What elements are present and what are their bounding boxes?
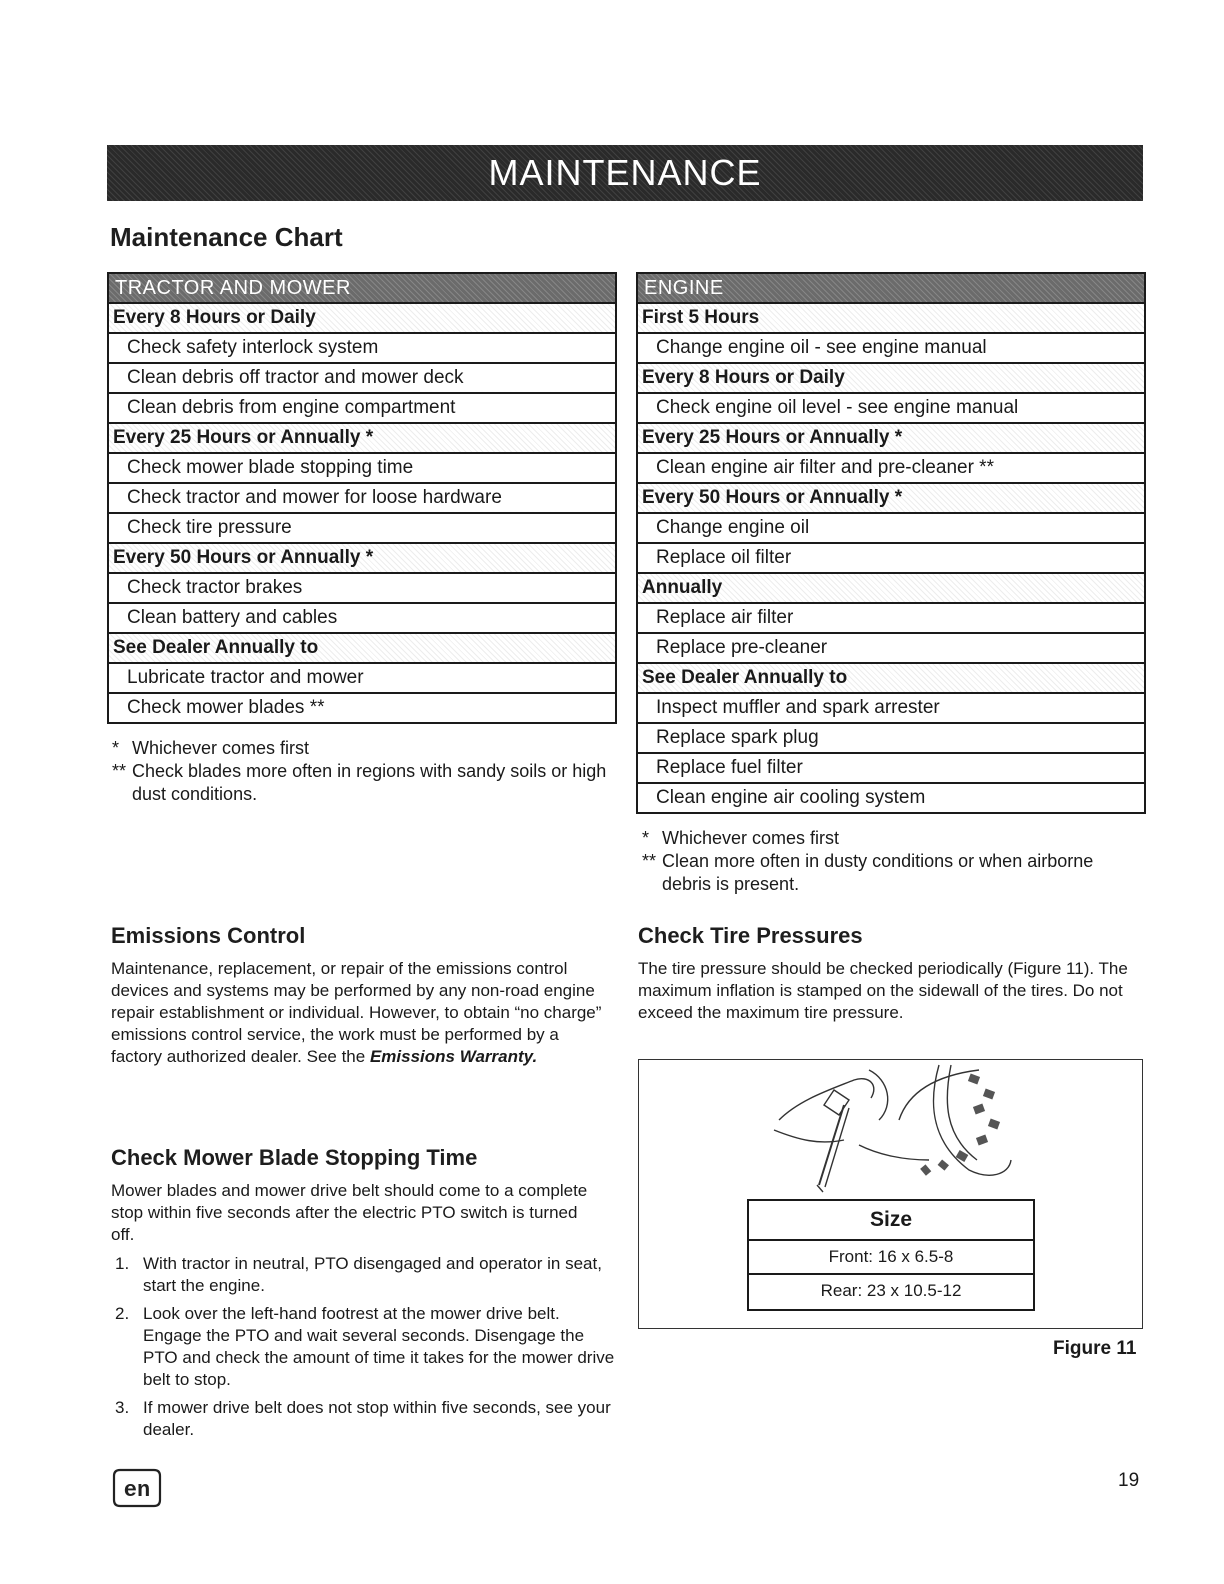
- footnote-text: Whichever comes first: [132, 738, 310, 758]
- figure-11-box: [638, 1059, 1143, 1329]
- language-badge: [110, 1466, 164, 1515]
- table-row: Check tire pressure: [109, 514, 615, 544]
- group-label: See Dealer Annually to: [109, 634, 615, 664]
- footnote-text: Clean more often in dusty conditions or when airborne debris is present.: [662, 851, 1094, 894]
- blade-intro: Mower blades and mower drive belt should come to a complete stop within five seconds after the electric PTO switch is turned off.: [111, 1181, 588, 1244]
- table-row: Clean debris from engine compartment: [109, 394, 615, 424]
- maintenance-chart-heading: Maintenance Chart: [110, 222, 343, 252]
- group-label: Every 50 Hours or Annually *: [638, 484, 1144, 514]
- tire-gauge-illustration: [639, 1060, 1144, 1195]
- table-row: Replace pre-cleaner: [638, 634, 1144, 664]
- tire-size-table: [747, 1199, 1035, 1311]
- group-label: Every 8 Hours or Daily: [109, 304, 615, 334]
- footnote-mark: **: [642, 851, 657, 871]
- emissions-heading: Emissions Control: [111, 923, 306, 948]
- table-row: Clean engine air filter and pre-cleaner **: [638, 454, 1144, 484]
- table-row: Check tractor and mower for loose hardware: [109, 484, 615, 514]
- right-table-notes: [642, 827, 1142, 896]
- table-row: Change engine oil - see engine manual: [638, 334, 1144, 364]
- table-row: Clean engine air cooling system: [638, 784, 1144, 814]
- step-number: 2.: [115, 1304, 130, 1323]
- footnote-mark: *: [642, 828, 650, 848]
- table-row: Check mower blade stopping time: [109, 454, 615, 484]
- group-label: Every 8 Hours or Daily: [638, 364, 1144, 394]
- banner-title: MAINTENANCE: [488, 152, 762, 193]
- table-row: Replace air filter: [638, 604, 1144, 634]
- step-text: If mower drive belt does not stop within five seconds, see your dealer.: [143, 1398, 611, 1439]
- group-label: First 5 Hours: [638, 304, 1144, 334]
- table-row: Clean debris off tractor and mower deck: [109, 364, 615, 394]
- rear-size: Rear: 23 x 10.5-12: [820, 1281, 962, 1300]
- list-item: [111, 1303, 616, 1391]
- figure-caption: Figure 11: [1053, 1338, 1137, 1359]
- blade-steps: [111, 1253, 616, 1447]
- table-row: Replace fuel filter: [638, 754, 1144, 784]
- size-header: Size: [749, 1201, 1033, 1241]
- footnote: [642, 850, 1142, 896]
- group-label: Every 50 Hours or Annually *: [109, 544, 615, 574]
- page-number: 19: [1118, 1470, 1140, 1491]
- footnote-text: Whichever comes first: [662, 828, 840, 848]
- section-banner: [107, 145, 1143, 201]
- group-label: Every 25 Hours or Annually *: [638, 424, 1144, 454]
- step-text: Look over the left-hand footrest at the mower drive belt. Engage the PTO and wait several seconds. Disengage the PTO and check the amount of time it takes for the mower drive belt to stop.: [143, 1304, 615, 1389]
- blade-heading: Check Mower Blade Stopping Time: [111, 1145, 478, 1170]
- group-label: Annually: [638, 574, 1144, 604]
- footnote: [112, 760, 612, 806]
- emissions-warranty-link[interactable]: Emissions Warranty.: [369, 1047, 538, 1066]
- footnote: [642, 827, 1142, 850]
- table-row: Replace oil filter: [638, 544, 1144, 574]
- emissions-body: [111, 958, 611, 1068]
- table-row: Inspect muffler and spark arrester: [638, 694, 1144, 724]
- table-row: Lubricate tractor and mower: [109, 664, 615, 694]
- emissions-text: Maintenance, replacement, or repair of the emissions control devices and systems may be performed by any non-road engine repair establishment or individual. However, to obtain “no charge” emissions control service, the work must be performed by a factory authorized dealer. See the: [111, 959, 602, 1066]
- language-badge-frame: [110, 1466, 164, 1510]
- table-header: TRACTOR AND MOWER: [109, 274, 615, 304]
- table-header: ENGINE: [638, 274, 1144, 304]
- list-item: [111, 1397, 616, 1441]
- table-row: Clean battery and cables: [109, 604, 615, 634]
- engine-table: [636, 272, 1146, 814]
- step-text: With tractor in neutral, PTO disengaged and operator in seat, start the engine.: [143, 1254, 602, 1295]
- table-row: Check safety interlock system: [109, 334, 615, 364]
- table-row: Change engine oil: [638, 514, 1144, 544]
- table-row: Check mower blades **: [109, 694, 615, 724]
- step-number: 1.: [115, 1254, 130, 1273]
- footnote-text: Check blades more often in regions with sandy soils or high dust conditions.: [132, 761, 607, 804]
- step-number: 3.: [115, 1398, 130, 1417]
- footnote-mark: *: [112, 738, 120, 758]
- footnote: [112, 737, 612, 760]
- group-label: See Dealer Annually to: [638, 664, 1144, 694]
- language-badge-text: en: [123, 1478, 151, 1503]
- tire-heading: Check Tire Pressures: [638, 923, 863, 948]
- tractor-mower-table: [107, 272, 617, 724]
- table-row: Check tractor brakes: [109, 574, 615, 604]
- footnote-mark: **: [112, 761, 127, 781]
- table-row: Replace spark plug: [638, 724, 1144, 754]
- tire-body: The tire pressure should be checked periodically (Figure 11). The maximum inflation is stamped on the sidewall of the tires. Do not exceed the maximum tire pressure.: [638, 959, 1128, 1022]
- front-size: Front: 16 x 6.5-8: [749, 1241, 1033, 1275]
- left-table-notes: [112, 737, 612, 806]
- list-item: [111, 1253, 616, 1297]
- table-row: Check engine oil level - see engine manual: [638, 394, 1144, 424]
- group-label: Every 25 Hours or Annually *: [109, 424, 615, 454]
